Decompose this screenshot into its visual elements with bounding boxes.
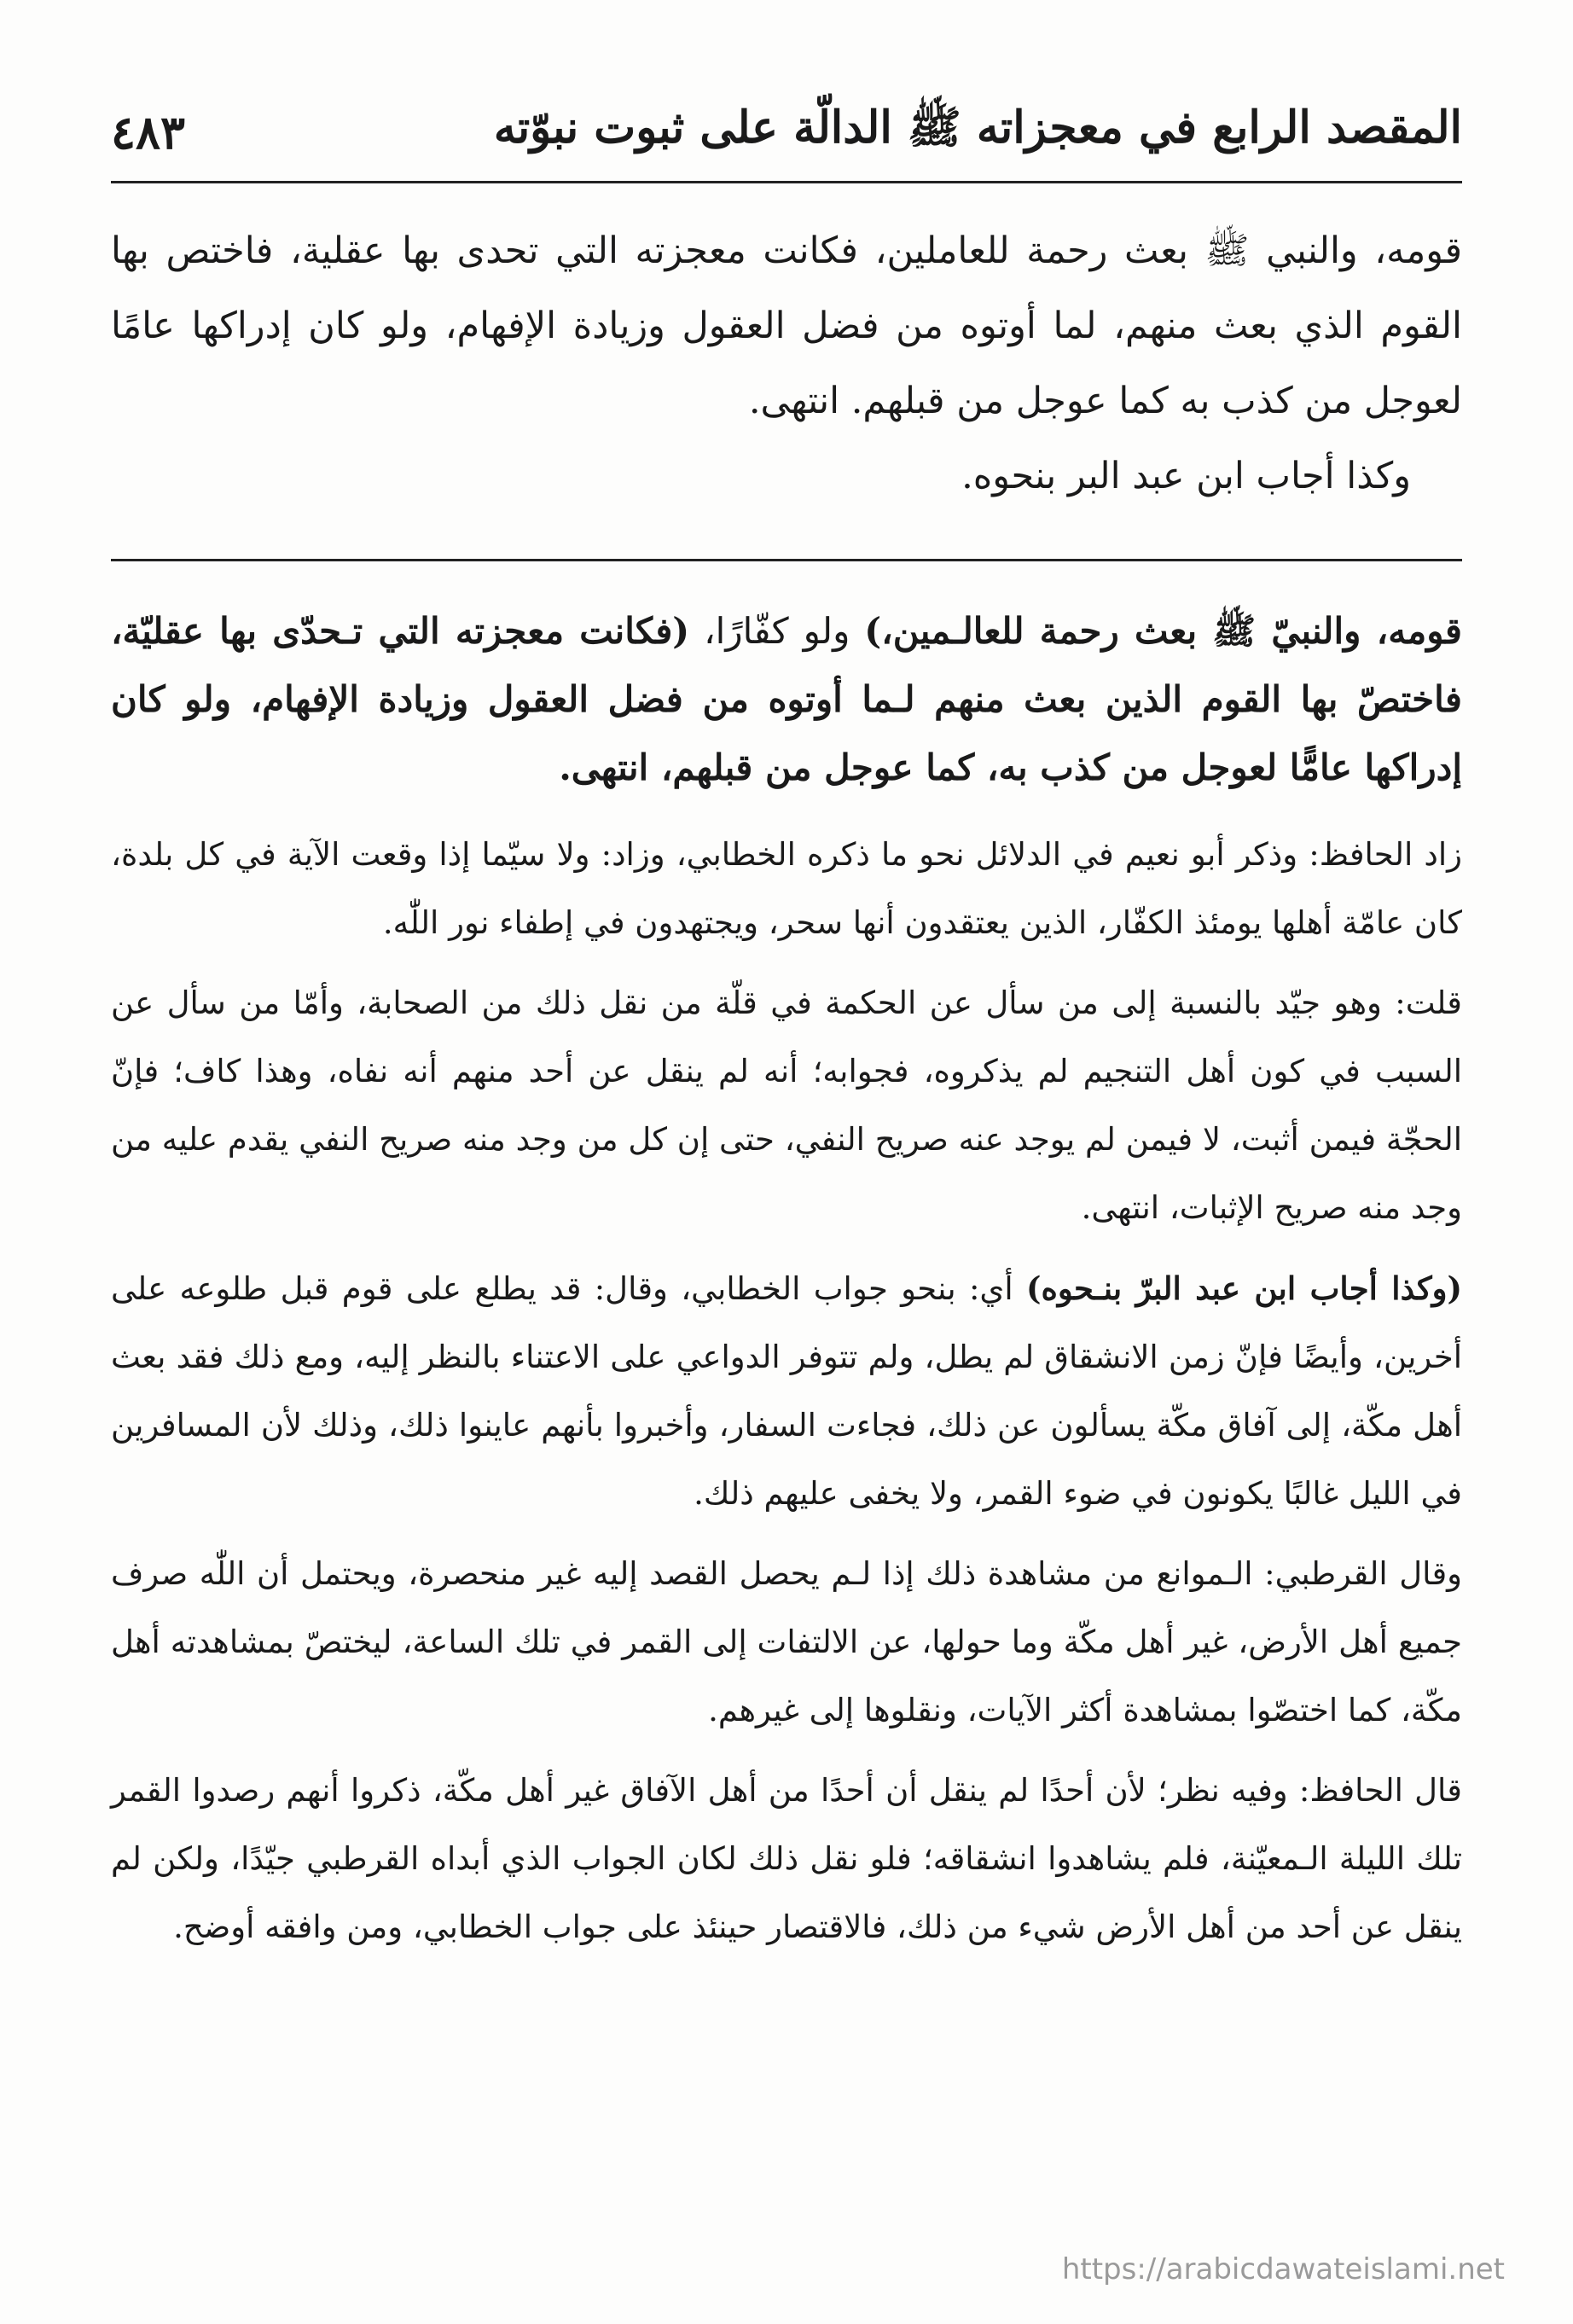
header-rule xyxy=(111,181,1462,183)
quoted-matn: قومه، والنبيّ ﷺ بعث رحمة للعالـمين،) xyxy=(864,610,1462,652)
matn-paragraph: قومه، والنبي ﷺ بعث رحمة للعاملين، فكانت معجزته التي تحدى بها عقلية، فاختص بها القوم الذي بعث منهم، لما أوتوه من فضل العقول وزيادة الإفهام، ولو كان إدراكها عامًا لعوجل من كذب به كما عوجل من قبلهم. انتهى. xyxy=(111,229,1462,422)
watermark-url: https://arabicdawateislami.net xyxy=(1061,2252,1505,2286)
commentary-block xyxy=(111,597,1462,1973)
quoted-matn: (وكذا أجاب ابن عبد البرّ بنـحوه) xyxy=(1026,1269,1462,1307)
section-divider xyxy=(111,559,1462,561)
commentary-paragraph: قال الحافظ: وفيه نظر؛ لأن أحدًا لم ينقل أن أحدًا من أهل الآفاق غير أهل مكّة، ذكروا أنهم رصدوا القمر تلك الليلة الـمعيّنة، فلم يشاهدوا انشقاقه؛ فلو نقل ذلك لكان الجواب الذي أبداه القرطبي جيّدًا، ولكن لم ينقل عن أحد من أهل الأرض شيء من ذلك، فالاقتصار حينئذ على جواب الخطابي، ومن وافقه أوضح. xyxy=(111,1772,1462,1945)
commentary-text: ولو كفّارًا، xyxy=(689,610,865,652)
page-number: ٤٨٣ xyxy=(111,105,186,160)
commentary-paragraph xyxy=(111,597,1462,802)
commentary-paragraph: وقال القرطبي: الـموانع من مشاهدة ذلك إذا لـم يحصل القصد إليه غير منحصرة، ويحتمل أن اللّٰه صرف جميع أهل الأرض، غير أهل مكّة وما حولها، عن الالتفات إلى القمر في تلك الساعة، ليختصّ بمشاهدته أهل مكّة، كما اختصّوا بمشاهدة أكثر الآيات، ونقلوها إلى غيرهم. xyxy=(111,1555,1462,1728)
page-header xyxy=(111,94,1462,171)
commentary-text: أي: بنحو جواب الخطابي، وقال: قد يطلع على قوم قبل طلوعه على أخرين، وأيضًا فإنّ زمن الانشقاق لم يطل، ولم تتوفر الدواعي على الاعتناء بالنظر إليه، ومع ذلك فقد بعث أهل مكّة، إلى آفاق مكّة يسألون عن ذلك، فجاءت السفار، وأخبروا بأنهم عاينوا ذلك، وذلك لأن المسافرين في الليل غالبًا يكونون في ضوء القمر، ولا يخفى عليهم ذلك. xyxy=(111,1270,1462,1512)
commentary-paragraph xyxy=(111,1254,1462,1528)
running-title: المقصد الرابع في معجزاته ﷺ الدالّة على ثبوت نبوّته xyxy=(493,101,1462,154)
matn-block xyxy=(111,213,1462,514)
quoted-matn: (فكانت معجزته التي تـحدّى بها عقليّة، فاختصّ بها القوم الذين بعث منهم لـما أوتوه من فضل العقول وزيادة الإفهام، ولو كان إدراكها عامًّا لعوجل من كذب به، كما عوجل من قبلهم، انتهى. xyxy=(111,610,1462,788)
commentary-paragraph: قلت: وهو جيّد بالنسبة إلى من سأل عن الحكمة في قلّة من نقل ذلك من الصحابة، وأمّا من سأل عن السبب في كون أهل التنجيم لم يذكروه، فجوابه؛ أنه لم ينقل عن أحد منهم أنه نفاه، وهذا كاف؛ فإنّ الحجّة فيمن أثبت، لا فيمن لم يوجد عنه صريح النفي، حتى إن كل من وجد منه صريح النفي يقدم عليه من وجد منه صريح الإثبات، انتهى. xyxy=(111,985,1462,1226)
matn-paragraph: وكذا أجاب ابن عبد البر بنحوه. xyxy=(961,455,1411,497)
commentary-paragraph: زاد الحافظ: وذكر أبو نعيم في الدلائل نحو ما ذكره الخطابي، وزاد: ولا سيّما إذا وقعت الآية في كل بلدة، كان عامّة أهلها يومئذ الكفّار، الذين يعتقدون أنها سحر، ويجتهدون في إطفاء نور اللّٰه. xyxy=(111,836,1462,941)
